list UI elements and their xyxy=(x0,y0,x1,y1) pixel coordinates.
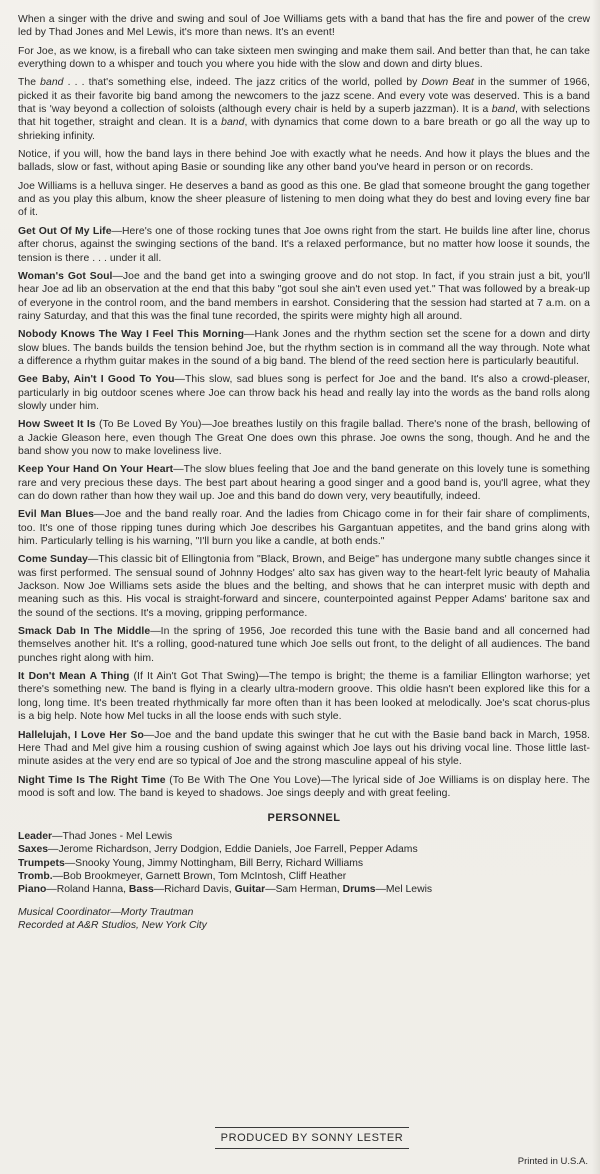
magazine-name: Down Beat xyxy=(421,77,474,89)
track-title: Get Out Of My Life xyxy=(18,225,112,237)
track-note: Night Time Is The Right Time (To Be With The One You Love)—The lyrical side of Joe Williams is on display here. The mood is soft and low. The band is keyed to shadows. Joe sings deeply and with great feeling. xyxy=(18,774,590,799)
track-note: Keep Your Hand On Your Heart—The slow blues feeling that Joe and the band generate on this lovely tune is something rare and very precious these days. The best part about hearing a good singer and a good band is, you'll agree, what they can do down rather than how they wail up. Joe and this band do down very, very beautifully, indeed. xyxy=(18,464,590,502)
track-title: Come Sunday xyxy=(18,554,88,566)
intro-paragraph-4: Joe Williams is a helluva singer. He deserves a band as good as this one. Be glad that someone brought the gang together and as you play this album, know the sheer pleasure of listening to men doing what they do best and loving every fine bar of it. xyxy=(18,180,590,219)
printed-in-note: Printed in U.S.A. xyxy=(517,1156,588,1167)
track-title: Keep Your Hand On Your Heart xyxy=(18,464,174,476)
band-paragraph: The band . . . that's something else, indeed. The jazz critics of the world, polled by Down Beat in the summer of 1966, picked it as their favorite big band among the newcomers to the jazz scene. And every vote was deserved. This is a band that is 'way beyond a collection of soloists (although every chair is held by a superb jazzman). It is a band, with selections that hit together, straight and clean. It is a band, with dynamics that come down to a bare breath or go all the way up to shrieking infinity. xyxy=(18,77,590,142)
track-note: Smack Dab In The Middle—In the spring of 1956, Joe recorded this tune with the Basie band and all concerned had themselves another hit. It's a rolling, good-natured tune which Joe sells out front, to the delight of all audiences. The band punches right along with him. xyxy=(18,626,590,664)
liner-notes-body xyxy=(18,13,590,800)
page-edge-shadow xyxy=(592,0,600,1174)
personnel-row: Leader—Thad Jones - Mel Lewis xyxy=(18,831,173,843)
producer-credit: PRODUCED BY SONNY LESTER xyxy=(215,1127,410,1149)
recording-credits xyxy=(18,906,590,932)
band-emphasis: band xyxy=(40,77,64,89)
intro-paragraph-1: When a singer with the drive and swing and soul of Joe Williams gets with a band that has the fire and power of the crew led by Thad Jones and Mel Lewis, it's more than news. It's an event! xyxy=(18,14,590,39)
track-title: Woman's Got Soul xyxy=(18,270,113,282)
personnel-row-rhythm: Piano—Roland Hanna, Bass—Richard Davis, Guitar—Sam Herman, Drums—Mel Lewis xyxy=(18,884,433,896)
track-title: It Don't Mean A Thing xyxy=(18,671,130,683)
personnel-row: Saxes—Jerome Richardson, Jerry Dodgion, Eddie Daniels, Joe Farrell, Pepper Adams xyxy=(18,844,418,856)
track-title: Smack Dab In The Middle xyxy=(18,626,151,638)
track-title: How Sweet It Is xyxy=(18,419,96,431)
track-note: Gee Baby, Ain't I Good To You—This slow, sad blues song is perfect for Joe and the band. It's also a crowd-pleaser, particularly in big outdoor scenes where Joe can throw back his head and really lay into the words as the band rolls along slowly under him. xyxy=(18,374,590,412)
intro-paragraph-3: Notice, if you will, how the band lays in there behind Joe with exactly what he needs. And how it plays the blues and the ballads, slow or fast, without aping Basie or sounding like any other band you've heard in person or on records. xyxy=(18,149,590,174)
recording-studio: Recorded at A&R Studios, New York City xyxy=(18,920,207,932)
track-title: Gee Baby, Ain't I Good To You xyxy=(18,374,175,386)
track-title: Hallelujah, I Love Her So xyxy=(18,729,144,741)
producer-credit-wrap xyxy=(0,1127,600,1149)
track-note: Woman's Got Soul—Joe and the band get into a swinging groove and do not stop. In fact, if you strain just a bit, you'll hear Joe ad lib an observation at the end that this baby "got soul she ain't even used yet." That was followed by a break-up of everyone in the control room, and the band members in earshot. Considering that the session had started at 7 a.m. on a rainy Saturday, and that this was the final tune recorded, the spirits were mighty high all around. xyxy=(18,270,590,322)
track-note: It Don't Mean A Thing (If It Ain't Got That Swing)—The tempo is bright; the theme is a familiar Ellington warhorse; yet there's something new. The band is flying in a clearly ultra-modern groove. This oldie hasn't been explored like this for a long, long time. It's been treated rhythmically far more often than it has been looked at melodically. Joe's scat chorus-plus is a big help. Note how Mel tucks in all the loose ends with such style. xyxy=(18,671,590,723)
track-note: Evil Man Blues—Joe and the band really roar. And the ladies from Chicago come in for their fair share of compliments, too. It's one of those ripping tunes during which Joe describes his Gargantuan appetites, and the band grins along with him. Particularly telling is his warning, "I'll burn you like a candle, at both ends." xyxy=(18,509,590,548)
track-note: Hallelujah, I Love Her So—Joe and the band update this swinger that he cut with the Basie band back in March, 1958. Here Thad and Mel give him a rousing cushion of swing against which Joe lays out his driving vocal line. Those little last-minute asides at the very end are so typical of Joe and the strong masculine appeal of his style. xyxy=(18,729,590,768)
track-note: How Sweet It Is (To Be Loved By You)—Joe breathes lustily on this fragile ballad. There's none of the brash, bellowing of a Jackie Gleason here, even though The Great One does own this phrase. Joe owns the song, though. And he and the band show you now to make loveliness live. xyxy=(18,419,591,457)
personnel-list xyxy=(18,830,590,896)
track-title: Evil Man Blues xyxy=(18,509,94,521)
intro-paragraph-2: For Joe, as we know, is a fireball who can take sixteen men swinging and make them sail. And better than that, he can take everything down to a whisper and touch you where you hide with the slow and down and dirty blues. xyxy=(18,45,590,71)
personnel-row: Trumpets—Snooky Young, Jimmy Nottingham, Bill Berry, Richard Williams xyxy=(18,857,364,869)
track-note: Come Sunday—This classic bit of Ellingtonia from "Black, Brown, and Beige" has undergone many subtle changes since it was first performed. The sensual sound of Johnny Hodges' alto sax has given way to the heart-felt lyric beauty of Mahalia Jackson. Now Joe Williams sets aside the blues and the belting, and shows that he can interpret music with depth and meaning such as this. His vocal is straight-forward and sincere, counterpointed against Pepper Adams' baritone sax and the sound of the sections. It's a moving, gripping performance. xyxy=(18,554,590,619)
track-note: Get Out Of My Life—Here's one of those rocking tunes that Joe owns right from the start. He builds line after line, chorus after chorus, against the swinging sections of the band. It's a relaxed performance, but no matter how loose it sounds, the tension is there . . . under it all. xyxy=(18,225,591,264)
personnel-row: Tromb.—Bob Brookmeyer, Garnett Brown, Tom McIntosh, Cliff Heather xyxy=(18,870,347,882)
track-note: Nobody Knows The Way I Feel This Morning—Hank Jones and the rhythm section set the scene for a down and dirty slow blues. The bands builds the tension behind Joe, but the rhythm section is in command all the way through. Note what a difference a rhythm guitar makes in the sound of a big band. The blend of the reed section here is particularly beautiful. xyxy=(18,329,590,367)
personnel-heading: PERSONNEL xyxy=(267,812,341,825)
track-title: Night Time Is The Right Time xyxy=(18,774,166,786)
track-title: Nobody Knows The Way I Feel This Morning xyxy=(18,329,245,341)
musical-coordinator: Musical Coordinator—Morty Trautman xyxy=(18,907,194,919)
